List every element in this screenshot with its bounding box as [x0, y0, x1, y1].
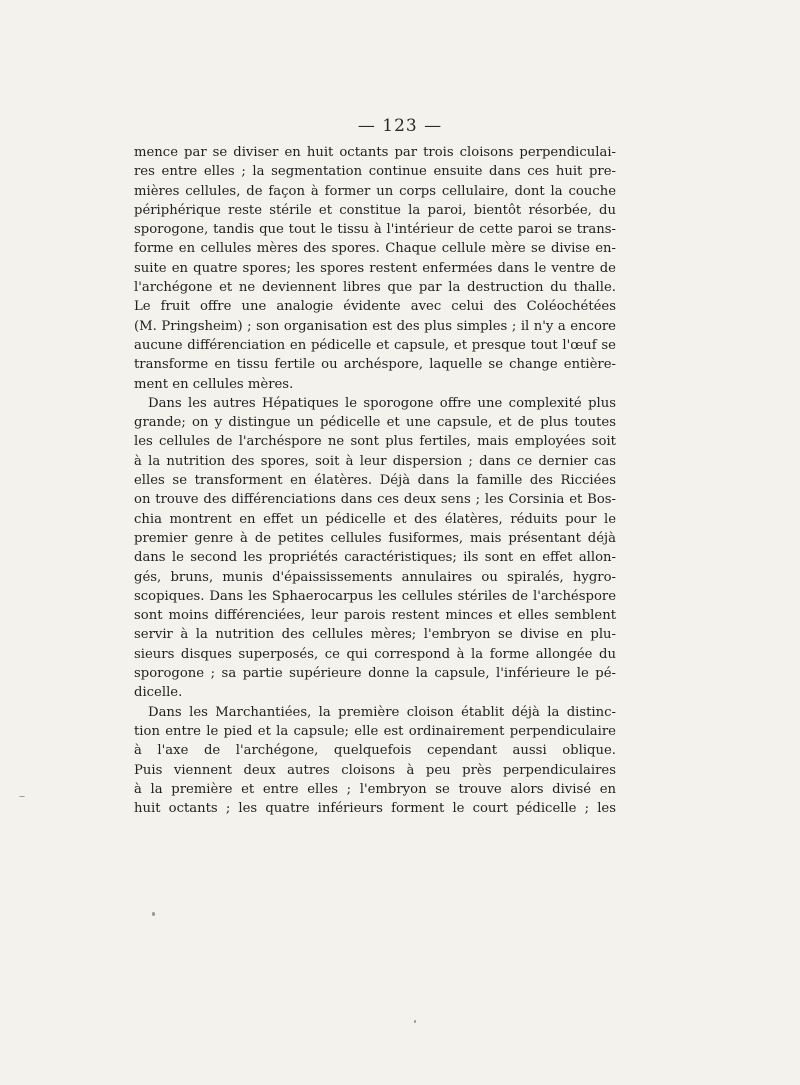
text-line: à l'axe de l'archégone, quelquefois cependant aussi oblique.: [134, 743, 616, 759]
paragraph-1: [134, 143, 616, 394]
text-line: forme en cellules mères des spores. Chaque cellule mère se divise en-: [134, 241, 616, 257]
paper-speck: [19, 796, 25, 797]
text-line: huit octants ; les quatre inférieurs forment le court pédicelle ; les: [134, 801, 616, 817]
text-line: tion entre le pied et la capsule; elle est ordinairement perpendiculaire: [134, 723, 616, 739]
page-number: — 123 —: [357, 116, 443, 136]
paper-speck: [152, 912, 155, 916]
text-line: (M. Pringsheim) ; son organisation est des plus simples ; il n'y a encore: [134, 318, 616, 334]
text-line: grande; on y distingue un pédicelle et une capsule, et de plus toutes: [134, 415, 616, 431]
body-text: [134, 143, 616, 818]
text-line: à la nutrition des spores, soit à leur dispersion ; dans ce dernier cas: [134, 453, 616, 469]
paper-speck: [414, 1020, 416, 1023]
text-line: l'archégone et ne deviennent libres que par la destruction du thalle.: [134, 280, 616, 296]
text-line: mence par se diviser en huit octants par trois cloisons perpendiculai-: [134, 145, 616, 160]
text-line: Le fruit offre une analogie évidente avec celui des Coléochétées: [134, 299, 616, 315]
text-line: res entre elles ; la segmentation continue ensuite dans ces huit pre-: [134, 164, 616, 180]
text-line: dicelle.: [134, 685, 183, 701]
text-line: aucune différenciation en pédicelle et capsule, et presque tout l'œuf se: [134, 337, 616, 353]
text-line: scopiques. Dans les Sphaerocarpus les cellules stériles de l'archéspore: [134, 588, 616, 604]
text-line: transforme en tissu fertile ou archéspore, laquelle se change entière-: [134, 357, 616, 373]
text-line: servir à la nutrition des cellules mères; l'embryon se divise en plu-: [134, 627, 616, 643]
text-line: à la première et entre elles ; l'embryon se trouve alors divisé en: [134, 781, 616, 797]
text-line: gés, bruns, munis d'épaississements annulaires ou spiralés, hygro-: [134, 569, 616, 585]
text-line: Dans les autres Hépatiques le sporogone offre une complexité plus: [148, 395, 616, 411]
text-line: périphérique reste stérile et constitue la paroi, bientôt résorbée, du: [134, 202, 616, 218]
text-line: Puis viennent deux autres cloisons à peu près perpendiculaires: [134, 762, 616, 778]
text-line: sporogone, tandis que tout le tissu à l'intérieur de cette paroi se trans-: [134, 222, 616, 238]
text-line: les cellules de l'archéspore ne sont plus fertiles, mais employées soit: [134, 434, 616, 450]
text-line: dans le second les propriétés caractéristiques; ils sont en effet allon-: [134, 550, 616, 566]
text-line: sporogone ; sa partie supérieure donne la capsule, l'inférieure le pé-: [134, 666, 616, 682]
text-line: suite en quatre spores; les spores restent enfermées dans le ventre de: [134, 260, 616, 276]
text-line: sont moins différenciées, leur parois restent minces et elles semblent: [134, 608, 616, 624]
paragraph-2: [134, 394, 616, 703]
paragraph-3: [134, 703, 616, 819]
text-line: sieurs disques superposés, ce qui correspond à la forme allongée du: [134, 646, 616, 662]
text-line: Dans les Marchantiées, la première cloison établit déjà la distinc-: [148, 704, 616, 720]
text-line: chia montrent en effet un pédicelle et des élatères, réduits pour le: [134, 511, 616, 527]
text-line: on trouve des différenciations dans ces deux sens ; les Corsinia et Bos-: [134, 492, 616, 508]
text-line: premier genre à de petites cellules fusiformes, mais présentant déjà: [134, 530, 616, 546]
text-line: elles se transforment en élatères. Déjà dans la famille des Ricciées: [134, 473, 616, 489]
text-line: ment en cellules mères.: [134, 376, 294, 392]
text-line: mières cellules, de façon à former un corps cellulaire, dont la couche: [134, 183, 616, 199]
